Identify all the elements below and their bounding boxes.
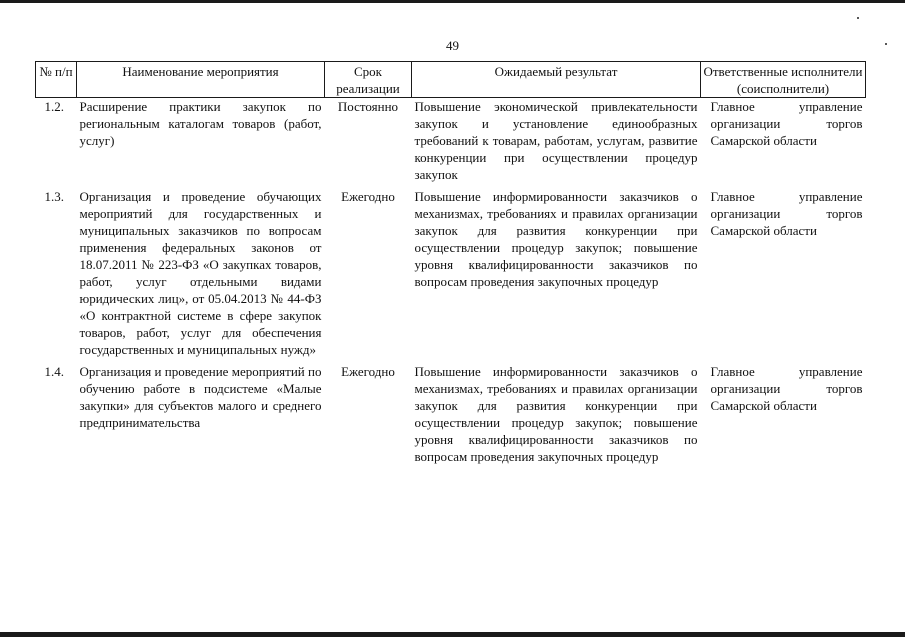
responsible-executor: Главное управление организации торгов Самарской области <box>710 364 863 413</box>
table-row <box>36 98 866 189</box>
implementation-term: Ежегодно <box>341 189 395 204</box>
table-header-row <box>36 62 866 98</box>
header-term: Срок реализации <box>325 62 412 98</box>
responsible-executor: Главное управление организации торгов Самарской области <box>710 189 863 238</box>
table-row <box>36 188 866 363</box>
row-number: 1.2. <box>44 99 64 114</box>
row-number: 1.3. <box>44 189 64 204</box>
expected-result: Повышение информированности заказчиков о механизмах, требованиях и правилах организации закупок для развития конкуренции при осуществлении процедур закупок; повышение уровня квалифицированности заказчиков по вопросам проведения закупочных процедур <box>414 189 698 289</box>
top-border-line <box>0 0 905 3</box>
header-number: № п/п <box>36 62 77 98</box>
responsible-executor: Главное управление организации торгов Самарской области <box>710 99 863 148</box>
row-number: 1.4. <box>44 364 64 379</box>
scan-speck <box>857 17 859 19</box>
measure-name: Организация и проведение мероприятий по обучению работе в подсистеме «Малые закупки» для субъектов малого и среднего предпринимательства <box>79 364 322 430</box>
measure-name: Организация и проведение обучающих мероприятий для государственных и муниципальных заказчиков по вопросам применения федеральных законов от 18.07.2011 № 223-ФЗ «О закупках товаров, работ, услуг отдельными видами юридических лиц», от 05.04.2013 № 44-ФЗ «О контрактной системе в сфере закупок товаров, работ, услуг для обеспечения государственных и муниципальных нужд» <box>79 189 322 357</box>
table-row <box>36 363 866 470</box>
measures-table <box>35 61 866 470</box>
page-number: 49 <box>446 38 459 53</box>
implementation-term: Ежегодно <box>341 364 395 379</box>
measure-name: Расширение практики закупок по региональным каталогам товаров (работ, услуг) <box>79 99 322 148</box>
header-executors: Ответственные исполнители (соисполнители) <box>701 62 866 98</box>
expected-result: Повышение информированности заказчиков о механизмах, требованиях и правилах организации закупок для развития конкуренции при осуществлении процедур закупок; повышение уровня квалифицированности заказчиков по вопросам проведения закупочных процедур <box>414 364 698 464</box>
bottom-border-line <box>0 632 905 637</box>
expected-result: Повышение экономической привлекательности закупок и установление единообразных требований к товарам, работам, услугам, развитие конкуренции при осуществлении процедур закупок <box>414 99 698 182</box>
header-expected-result: Ожидаемый результат <box>412 62 701 98</box>
implementation-term: Постоянно <box>337 99 399 114</box>
header-measure-name: Наименование мероприятия <box>77 62 325 98</box>
